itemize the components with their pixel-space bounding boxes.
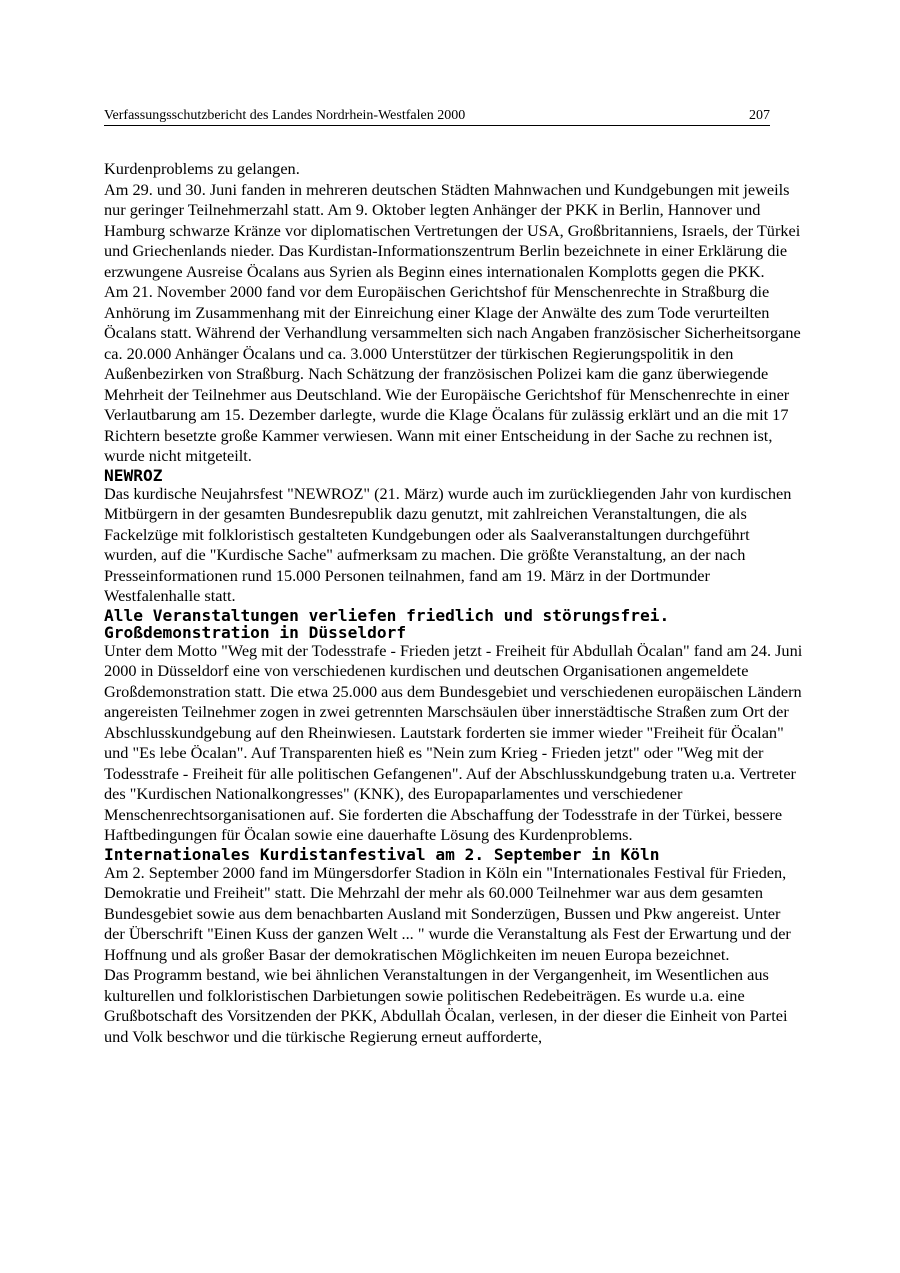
paragraph: Kurdenproblems zu gelangen. [104, 159, 300, 178]
page-number: 207 [749, 108, 770, 123]
section-heading-demonstration: Großdemonstration in Düsseldorf [104, 622, 407, 642]
paragraph: Am 2. September 2000 fand im Müngersdorfer Stadion in Köln ein "Internationales Festival für Frieden, Demokratie und Freiheit" statt. Die Mehrzahl der mehr als 60.000 Teilnehmer war aus dem gesamten Bundesgebiet sowie aus dem benachbarten Ausland mit Sonderzügen, Bussen und Pkw angereist. Unter der Überschrift "Einen Kuss der ganzen Welt ... " wurde die Veranstaltung als Fest der Erwartung und der Hoffnung und als großer Basar der demokratischen Möglichkeiten im neuen Europa bezeichnet. [104, 862, 791, 964]
paragraph: Unter dem Motto "Weg mit der Todesstrafe - Frieden jetzt - Freiheit für Abdullah Öcalan" fand am 24. Juni 2000 in Düsseldorf eine von verschiedenen kurdischen und deutschen Organisationen angemeldete Großdemonstration statt. Die etwa 25.000 aus dem Bundesgebiet und verschiedenen europäischen Ländern angereisten Teilnehmer zogen in zwei getrennten Marschsäulen über innerstädtische Straßen zum Ort der Abschlusskundgebung auf den Rheinwiesen. Lautstark forderten sie immer wieder "Freiheit für Öcalan" und "Es lebe Öcalan". Auf Transparenten hieß es "Nein zum Krieg - Frieden jetzt" oder "Weg mit der Todesstrafe - Freiheit für alle politischen Gefangenen". Auf der Abschlusskundgebung traten u.a. Vertreter des "Kurdischen Nationalkongresses" (KNK), des Europaparlamentes und verschiedener Menschenrechtsorganisationen auf. Sie forderten die Abschaffung der Todesstrafe in der Türkei, bessere Haftbedingungen für Öcalan sowie eine dauerhafte Lösung des Kurdenproblems. [104, 640, 803, 844]
page-header [104, 107, 770, 126]
paragraph: Das Programm bestand, wie bei ähnlichen Veranstaltungen in der Vergangenheit, im Wesentlichen aus kulturellen und folkloristischen Darbietungen sowie politischen Redebeiträgen. Es wurde u.a. eine Grußbotschaft des Vorsitzenden der PKK, Abdullah Öcalan, verlesen, in der dieser die Einheit von Partei und Volk beschwor und die türkische Regierung erneut aufforderte, [104, 965, 788, 1046]
paragraph: Das kurdische Neujahrsfest "NEWROZ" (21. März) wurde auch im zurückliegenden Jahr von kurdischen Mitbürgern in der gesamten Bundesrepublik dazu genutzt, mit zahlreichen Veranstaltungen, die als Fackelzüge mit folkloristisch gestalteten Kundgebungen oder als Saalveranstaltungen durchgeführt wurden, auf die "Kurdische Sache" aufmerksam zu machen. Die größte Veranstaltung, an der nach Presseinformationen rund 15.000 Personen teilnahmen, fand am 19. März in der Dortmunder Westfalenhalle statt. [104, 483, 792, 605]
paragraph: Am 21. November 2000 fand vor dem Europäischen Gerichtshof für Menschenrechte in Straßburg die Anhörung im Zusammenhang mit der Einreichung einer Klage der Anwälte des zum Tode verurteilten Öcalans statt. Während der Verhandlung versammelten sich nach Angaben französischer Sicherheitsorgane ca. 20.000 Anhänger Öcalans und ca. 3.000 Unterstützer der türkischen Regierungspolitik in den Außenbezirken von Straßburg. Nach Schätzung der französischen Polizei kam die ganz überwiegende Mehrheit der Teilnehmer aus Deutschland. Wie der Europäische Gerichtshof für Menschenrechte in einer Verlautbarung am 15. Dezember darlegte, wurde die Klage Öcalans für zulässig erklärt und an die mit 17 Richtern besetzte große Kammer verwiesen. Wann mit einer Entscheidung in der Sache zu rechnen ist, wurde nicht mitgeteilt. [104, 282, 801, 465]
section-heading-festival: Internationales Kurdistanfestival am 2. September in Köln [104, 844, 660, 864]
header-title: Verfassungsschutzbericht des Landes Nordrhein-Westfalen 2000 [104, 108, 466, 123]
paragraph: Am 29. und 30. Juni fanden in mehreren deutschen Städten Mahnwachen und Kundgebungen mit jeweils nur geringer Teilnehmerzahl statt. Am 9. Oktober legten Anhänger der PKK in Berlin, Hannover und Hamburg schwarze Kränze vor diplomatischen Vertretungen der USA, Großbritanniens, Israels, der Türkei und Griechenlands nieder. Das Kurdistan-Informationszentrum Berlin bezeichnete in einer Erklärung die erzwungene Ausreise Öcalans aus Syrien als Beginn eines internationalen Komplotts gegen die PKK. [104, 179, 801, 281]
section-heading-newroz: NEWROZ [104, 465, 163, 485]
section-heading-peaceful: Alle Veranstaltungen verliefen friedlich und störungsfrei. [104, 605, 670, 625]
document-body [104, 159, 804, 1047]
